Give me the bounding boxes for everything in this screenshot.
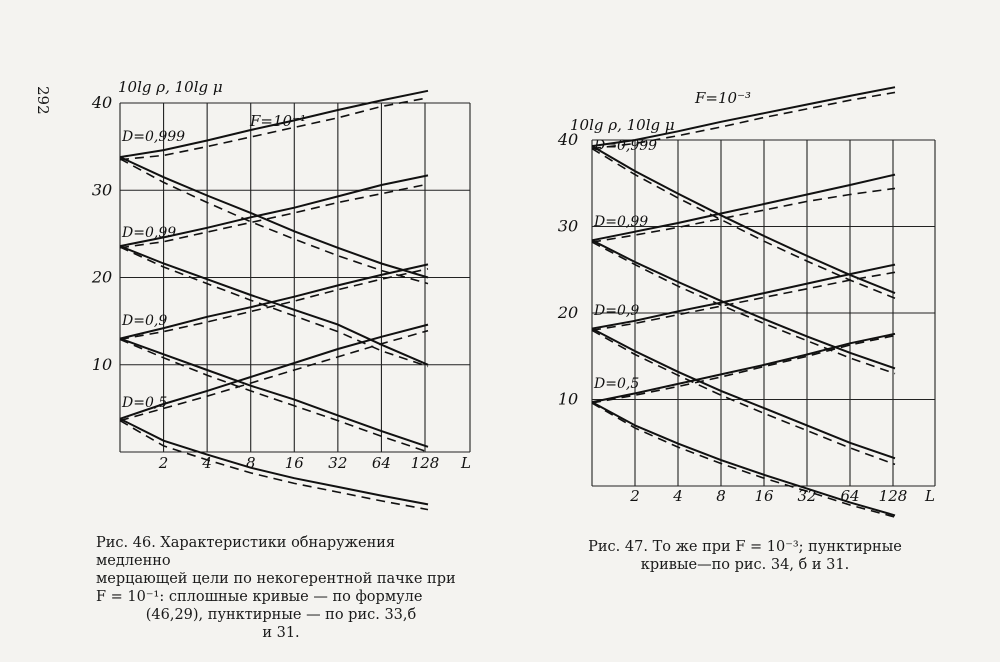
x-tick-label: 16 <box>284 454 304 472</box>
x-tick-label: 2 <box>158 454 169 472</box>
caption-line: и 31. <box>262 625 300 641</box>
y-tick-label: 20 <box>91 267 113 287</box>
caption-line: F = 10⁻¹: сплошные кривые — по формуле <box>96 589 423 605</box>
x-tick-label: 4 <box>202 454 212 472</box>
curve-label: D=0,5 <box>122 395 168 411</box>
x-axis-label: L <box>925 487 935 505</box>
caption-line: Рис. 47. То же при F = 10⁻³; пунктирные <box>588 539 902 555</box>
x-tick-label: 128 <box>410 454 440 472</box>
page-number: 292 <box>34 86 52 115</box>
curve-label: D=0,99 <box>122 225 177 241</box>
curve-label: D=0,5 <box>594 376 640 392</box>
x-tick-label: 2 <box>630 487 640 505</box>
x-tick-label: 128 <box>878 487 908 505</box>
x-tick-label: 64 <box>840 487 860 505</box>
y-tick-label: 30 <box>557 216 579 236</box>
y-tick-label: 10 <box>91 354 113 374</box>
curve-label: D=0,9 <box>594 303 640 319</box>
x-axis-label: L <box>461 454 471 472</box>
y-tick-label: 30 <box>91 180 113 200</box>
y-tick-label: 40 <box>557 130 579 149</box>
caption-figure-46 <box>96 534 466 642</box>
y-tick-label: 40 <box>91 93 113 112</box>
caption-line: (46,29), пунктирные — по рис. 33,б <box>145 607 417 623</box>
x-tick-label: 8 <box>245 454 256 472</box>
curve-label: D=0,999 <box>594 138 658 154</box>
curve-label: D=0,99 <box>594 214 649 230</box>
curve-label: D=0,9 <box>122 313 168 329</box>
curve-label: D=0,999 <box>122 129 186 145</box>
x-tick-label: 64 <box>371 454 391 472</box>
annotation-F: F=10⁻¹ <box>250 112 306 130</box>
y-tick-label: 10 <box>557 389 579 409</box>
caption-line: Рис. 46. Характеристики обнаружения медленно <box>96 535 396 569</box>
y-tick-label: 20 <box>557 303 579 322</box>
y-axis-label: 10lg ρ, 10lg μ <box>570 116 675 134</box>
caption-line: кривые—по рис. 34, б и 31. <box>640 557 850 573</box>
x-tick-label: 8 <box>716 487 726 505</box>
annotation-F: F=10⁻³ <box>695 89 751 107</box>
caption-figure-47 <box>580 538 910 574</box>
caption-line: мерцающей цели по некогерентной пачке при <box>96 571 456 587</box>
x-tick-label: 32 <box>797 487 817 505</box>
x-tick-label: 16 <box>754 487 774 505</box>
y-axis-label: 10lg ρ, 10lg μ <box>118 78 223 96</box>
x-tick-label: 4 <box>673 487 683 505</box>
x-tick-label: 32 <box>328 454 348 472</box>
